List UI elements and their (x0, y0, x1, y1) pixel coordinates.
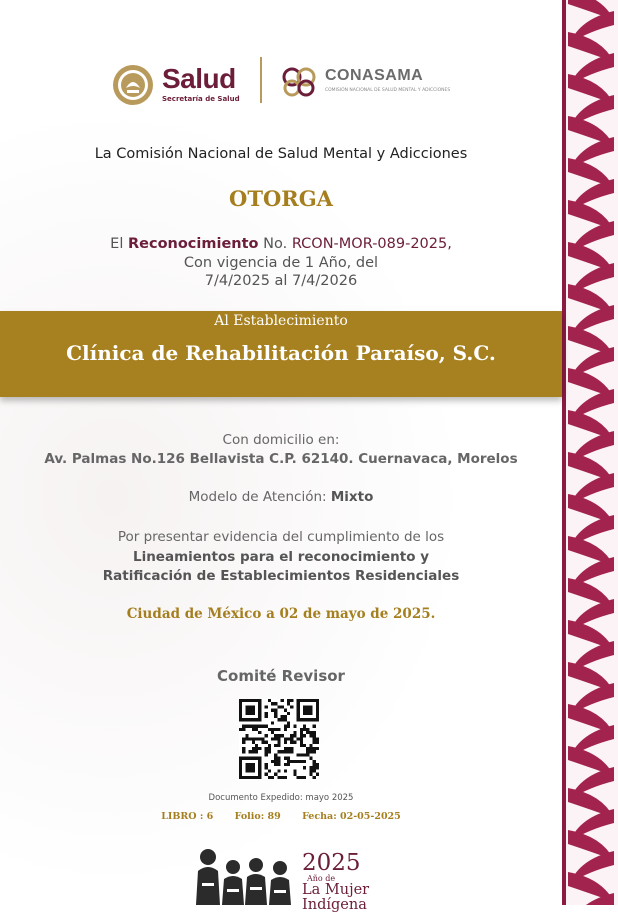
evidence-statement (0, 528, 562, 587)
registry-folio: Folio: 89 (234, 811, 281, 822)
recognition-number-label: No. (263, 236, 288, 252)
recognition-article: El (110, 236, 124, 252)
evidence-line-2: Lineamientos para el reconocimiento y (132, 548, 430, 565)
care-model-label: Modelo de Atención: (188, 489, 327, 505)
mexico-seal-icon (112, 64, 154, 106)
registry-info (0, 811, 562, 822)
conasama-subtitle: COMISIÓN NACIONAL DE SALUD MENTAL Y ADICCIONES (325, 88, 451, 93)
recognition-block (0, 235, 562, 291)
address-value: Av. Palmas No.126 Bellavista C.P. 62140. Cuernavaca, Morelos (44, 451, 518, 467)
establishment-banner (0, 311, 562, 397)
border-leaf (570, 893, 614, 905)
indigenous-women-illustration (188, 843, 298, 905)
care-model (0, 489, 562, 505)
care-model-value: Mixto (330, 489, 374, 505)
year-of-indigenous-woman (302, 852, 382, 913)
salud-wordmark: Salud (162, 63, 236, 94)
header-logos (112, 55, 452, 105)
decorative-side-border (562, 0, 618, 905)
establishment-label: Al Establecimiento (214, 313, 348, 329)
year-subtitle: Año de (307, 874, 336, 883)
header-divider (260, 57, 262, 103)
year-title-line-2: Indígena (302, 897, 367, 913)
recognition-number-line (0, 235, 562, 254)
recognition-validity: Con vigencia de 1 Año, del (183, 254, 379, 271)
recognition-number: RCON-MOR-089-2025, (291, 236, 452, 252)
recognition-keyword: Reconocimiento (127, 236, 259, 252)
registry-fecha: Fecha: 02-05-2025 (302, 811, 401, 822)
floral-border-pattern (562, 0, 618, 905)
issued-date: Documento Expedido: mayo 2025 (208, 793, 354, 803)
address-label: Con domicilio en: (222, 432, 340, 448)
establishment-name: Clínica de Rehabilitación Paraíso, S.C. (66, 341, 496, 365)
conasama-wordmark: CONASAMA (325, 67, 424, 84)
qr-code-icon[interactable] (239, 699, 319, 779)
issuer-statement: La Comisión Nacional de Salud Mental y Adicciones (94, 146, 468, 162)
salud-subtitle: Secretaría de Salud (162, 95, 240, 103)
evidence-line-3: Ratificación de Establecimientos Residenciales (102, 568, 460, 584)
committee-title: Comité Revisor (217, 667, 345, 685)
city-date: Ciudad de México a 02 de mayo de 2025. (126, 606, 436, 622)
evidence-line-1: Por presentar evidencia del cumplimiento de los (117, 529, 445, 545)
year-title-line-1: La Mujer (302, 882, 370, 898)
conasama-logo-icon (282, 67, 318, 97)
grant-heading: OTORGA (229, 186, 333, 211)
year-number: 2025 (302, 850, 361, 876)
registry-libro: LIBRO : 6 (161, 811, 214, 822)
recognition-dates: 7/4/2025 al 7/4/2026 (204, 273, 358, 289)
